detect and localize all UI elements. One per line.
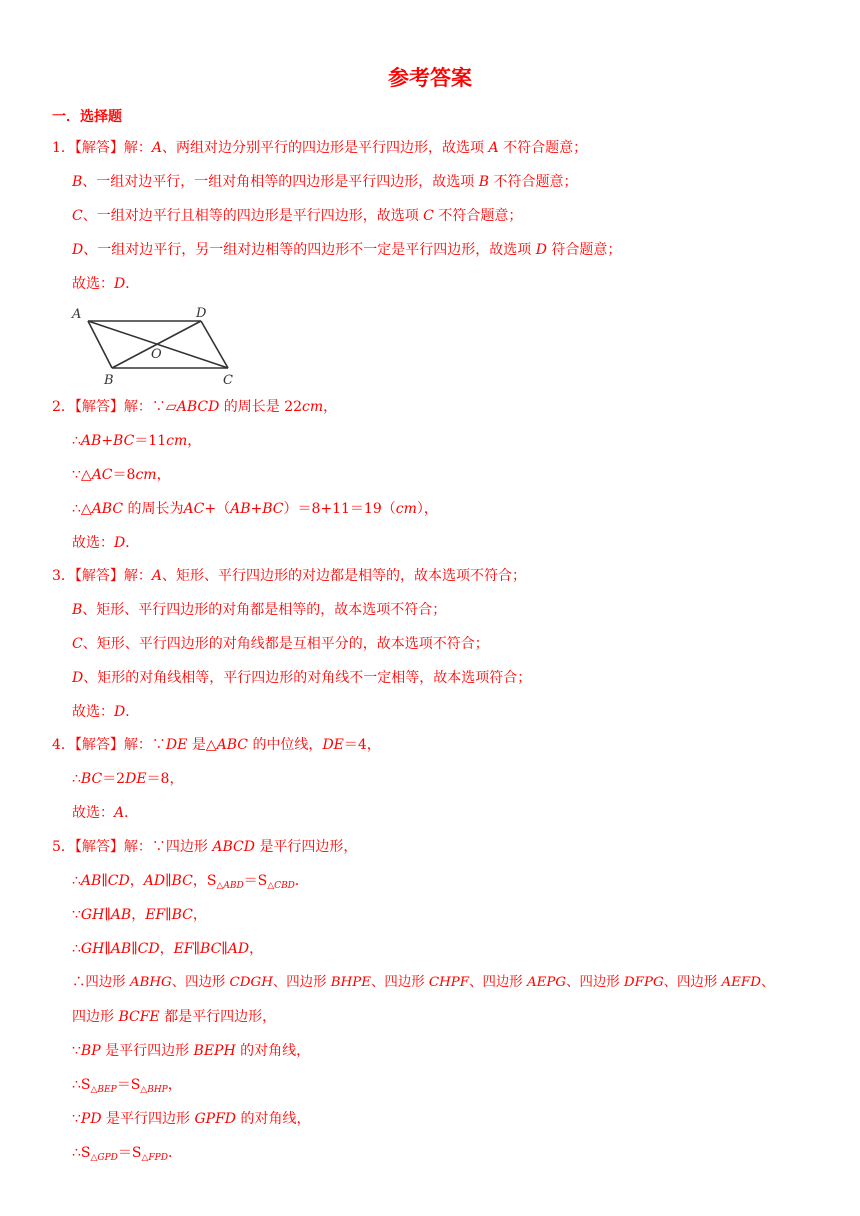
- q5-line-10: $\therefore S_{\triangle GPD}=S_{\triangle FPD}$．: [72, 1145, 182, 1163]
- q1-line-2: B、一组对边平行，一组对角相等的四边形是平行四边形，故选项 B 不符合题意；: [72, 174, 578, 190]
- q5-line-6: 四边形 BCFE 都是平行四边形，: [72, 1009, 277, 1025]
- label-b: B: [104, 373, 114, 388]
- q5-line-2: ∴AB∥CD，AD∥BC，$S_{\triangle ABD}=S_{\triangle CBD}$．: [72, 873, 309, 891]
- q5-line-3: ∵GH∥AB，EF∥BC，: [72, 907, 207, 923]
- q5-line-7: ∵BP 是平行四边形 BEPH 的对角线，: [72, 1043, 311, 1059]
- q4-line-2: ∴BC＝2DE＝8，: [72, 771, 184, 787]
- q1-choice: 故选：D．: [72, 276, 140, 292]
- q5-line-1: 5．【解答】解：∵四边形 ABCD 是平行四边形，: [52, 839, 358, 855]
- page-title: 参考答案: [388, 66, 472, 90]
- q1-line-4: D、一组对边平行，另一组对边相等的四边形不一定是平行四边形，故选项 D 符合题意；: [72, 242, 622, 258]
- q2-line-2: ∴AB+BC＝11cm，: [72, 433, 202, 449]
- q5-line-8: $\therefore S_{\triangle BEP}=S_{\triangle BHP}$，: [72, 1077, 182, 1095]
- label-a: A: [72, 307, 82, 322]
- q2-choice: 故选：D．: [72, 535, 140, 551]
- label-o: O: [151, 347, 162, 362]
- q2-line-3: ∵△AC＝8cm，: [72, 467, 171, 483]
- q3-line-3: C、矩形、平行四边形的对角线都是互相平分的，故本选项不符合；: [72, 636, 489, 652]
- q4-line-1: 4．【解答】解：∵DE 是△ABC 的中位线，DE＝4，: [52, 737, 381, 753]
- q4-choice: 故选：A．: [72, 805, 139, 821]
- q3-line-1: 3．【解答】解：A、矩形、平行四边形的对边都是相等的，故本选项不符合；: [52, 568, 527, 584]
- q5-line-9: ∵PD 是平行四边形 GPFD 的对角线，: [72, 1111, 311, 1127]
- q3-line-4: D、矩形的对角线相等，平行四边形的对角线不一定相等，故本选项符合；: [72, 670, 532, 686]
- q5-line-4: ∴GH∥AB∥CD，EF∥BC∥AD，: [72, 941, 264, 957]
- q2-line-4: ∴△ABC 的周长为AC+（AB+BC）＝8+11＝19（cm），: [72, 501, 438, 517]
- q3-choice: 故选：D．: [72, 704, 140, 720]
- q1-line-1: 1．【解答】解：A、两组对边分别平行的四边形是平行四边形，故选项 A 不符合题意；: [52, 140, 588, 156]
- q5-line-5: ∴四边形 ABHG、四边形 CDGH、四边形 BHPE、四边形 CHPF、四边形 AEPG、四边形 DFPG、四边形 AEFD、: [72, 975, 775, 990]
- q1-line-3: C、一组对边平行且相等的四边形是平行四边形，故选项 C 不符合题意；: [72, 208, 523, 224]
- q3-line-2: B、矩形、平行四边形的对角都是相等的，故本选项不符合；: [72, 602, 447, 618]
- q2-line-1: 2．【解答】解：∵▱ABCD 的周长是 22cm，: [52, 399, 338, 415]
- label-d: D: [196, 306, 207, 321]
- parallelogram-figure: [68, 300, 248, 390]
- label-c: C: [223, 373, 233, 388]
- section-heading: 一．选择题: [52, 109, 122, 125]
